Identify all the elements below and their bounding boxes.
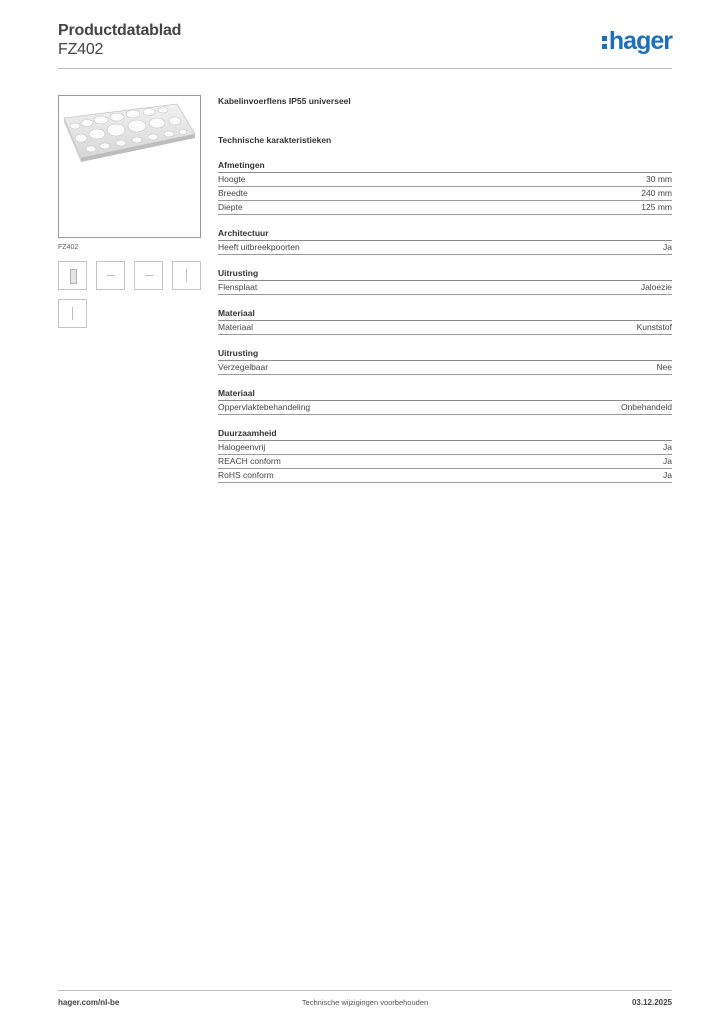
- spec-label: REACH conform: [218, 456, 281, 466]
- spec-label: Diepte: [218, 202, 243, 212]
- spec-value: Ja: [663, 442, 672, 452]
- spec-row: [218, 361, 672, 375]
- spec-value: 240 mm: [641, 188, 672, 198]
- spec-value: Ja: [663, 242, 672, 252]
- spec-group-title: Uitrusting: [218, 347, 672, 361]
- spec-row: [218, 187, 672, 201]
- spec-row: [218, 173, 672, 187]
- spec-row: [218, 321, 672, 335]
- spec-label: RoHS conform: [218, 470, 274, 480]
- dimension-drawing-icon: [70, 269, 77, 284]
- spec-group-title: Afmetingen: [218, 159, 672, 173]
- product-code: FZ402: [58, 41, 104, 58]
- spec-group-title: Duurzaamheid: [218, 427, 672, 441]
- logo-dots-icon: [602, 28, 607, 54]
- spec-group: [218, 267, 672, 295]
- footer-disclaimer: Technische wijzigingen voorbehouden: [301, 998, 429, 1007]
- product-photo[interactable]: [58, 95, 201, 238]
- spec-label: Breedte: [218, 188, 248, 198]
- spec-row: [218, 469, 672, 483]
- spec-label: Materiaal: [218, 322, 253, 332]
- thumbnail-4[interactable]: [172, 261, 201, 290]
- spec-group: [218, 387, 672, 415]
- spec-row: [218, 401, 672, 415]
- spec-group-title: Uitrusting: [218, 267, 672, 281]
- spec-group-title: Materiaal: [218, 387, 672, 401]
- spec-group-title: Materiaal: [218, 307, 672, 321]
- spec-group: [218, 307, 672, 335]
- footer-date: 03.12.2025: [631, 998, 672, 1007]
- spec-group: [218, 159, 672, 215]
- thumbnail-3[interactable]: [134, 261, 163, 290]
- spec-group: [218, 427, 672, 483]
- spec-group: [218, 227, 672, 255]
- hager-logo: [602, 28, 672, 54]
- header-divider: [58, 68, 672, 69]
- spec-value: 30 mm: [646, 174, 672, 184]
- section-title: Technische karakteristieken: [218, 135, 332, 145]
- page-header: [58, 22, 672, 59]
- cable-gland-plate-icon: [59, 96, 200, 237]
- spec-row: [218, 455, 672, 469]
- footer-divider: [58, 990, 672, 991]
- spec-label: Heeft uitbreekpoorten: [218, 242, 300, 252]
- spec-label: Hoogte: [218, 174, 246, 184]
- thumbnail-1[interactable]: [58, 261, 87, 290]
- spec-row: [218, 441, 672, 455]
- spec-row: [218, 281, 672, 295]
- spec-label: Verzegelbaar: [218, 362, 269, 372]
- dimension-drawing-icon: [145, 275, 153, 276]
- footer-website-link[interactable]: hager.com/nl-be: [58, 998, 120, 1007]
- spec-row: [218, 201, 672, 215]
- spec-value: Kunststof: [636, 322, 672, 332]
- logo-text: hager: [608, 27, 672, 55]
- product-name: Kabelinvoerflens IP55 universeel: [218, 96, 351, 106]
- thumbnail-2[interactable]: [96, 261, 125, 290]
- dimension-drawing-icon: [72, 307, 73, 320]
- spec-group-title: Architectuur: [218, 227, 672, 241]
- spec-label: Oppervlaktebehandeling: [218, 402, 311, 412]
- spec-value: Ja: [663, 456, 672, 466]
- document-title: Productdatablad: [58, 22, 182, 39]
- thumbnail-5[interactable]: [58, 299, 87, 328]
- spec-value: Jaloezie: [640, 282, 672, 292]
- specifications: [218, 96, 672, 483]
- image-caption: FZ402: [58, 244, 79, 251]
- spec-value: Ja: [663, 470, 672, 480]
- spec-value: 125 mm: [641, 202, 672, 212]
- dimension-drawing-icon: [107, 275, 115, 276]
- spec-row: [218, 241, 672, 255]
- spec-value: Nee: [656, 362, 672, 372]
- dimension-drawing-icon: [186, 269, 187, 282]
- spec-value: Onbehandeld: [620, 402, 672, 412]
- spec-label: Halogeenvrij: [218, 442, 266, 452]
- spec-groups: [218, 159, 672, 483]
- spec-label: Flensplaat: [218, 282, 258, 292]
- spec-group: [218, 347, 672, 375]
